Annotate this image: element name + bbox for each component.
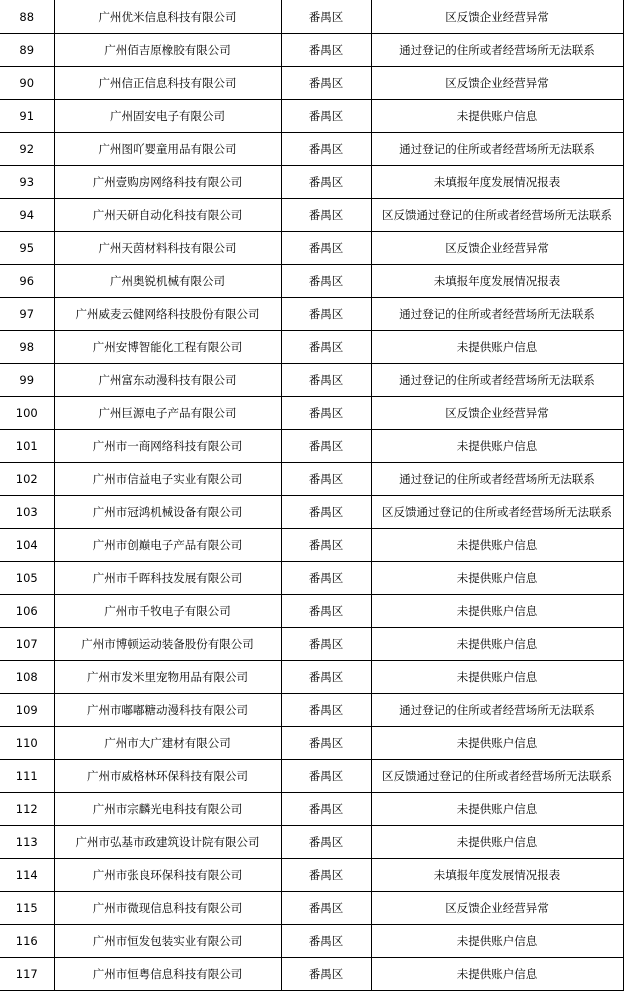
row-number-cell: 113	[0, 826, 54, 859]
reason-cell: 通过登记的住所或者经营场所无法联系	[371, 694, 623, 727]
row-number-cell: 102	[0, 463, 54, 496]
district-cell: 番禺区	[281, 265, 371, 298]
row-number-cell: 108	[0, 661, 54, 694]
company-name-cell: 广州市嘟嘟糖动漫科技有限公司	[54, 694, 281, 727]
row-number-cell: 88	[0, 0, 54, 34]
row-number-cell: 114	[0, 859, 54, 892]
row-number-cell: 116	[0, 925, 54, 958]
table-row	[0, 397, 623, 430]
row-number-cell: 96	[0, 265, 54, 298]
reason-cell: 未提供账户信息	[371, 628, 623, 661]
table-row	[0, 892, 623, 925]
row-number-cell: 105	[0, 562, 54, 595]
company-name-cell: 广州信正信息科技有限公司	[54, 67, 281, 100]
company-name-cell: 广州威麦云健网络科技股份有限公司	[54, 298, 281, 331]
district-cell: 番禺区	[281, 34, 371, 67]
company-name-cell: 广州市千牧电子有限公司	[54, 595, 281, 628]
reason-cell: 未提供账户信息	[371, 958, 623, 991]
district-cell: 番禺区	[281, 562, 371, 595]
reason-cell: 区反馈企业经营异常	[371, 397, 623, 430]
company-name-cell: 广州市发米里宠物用品有限公司	[54, 661, 281, 694]
row-number-cell: 89	[0, 34, 54, 67]
table-row	[0, 562, 623, 595]
table-row	[0, 793, 623, 826]
reason-cell: 未提供账户信息	[371, 826, 623, 859]
table-row	[0, 661, 623, 694]
table-row	[0, 331, 623, 364]
company-name-cell: 广州佰吉原橡胶有限公司	[54, 34, 281, 67]
district-cell: 番禺区	[281, 166, 371, 199]
table-row	[0, 199, 623, 232]
district-cell: 番禺区	[281, 67, 371, 100]
company-name-cell: 广州安博智能化工程有限公司	[54, 331, 281, 364]
district-cell: 番禺区	[281, 628, 371, 661]
reason-cell: 未填报年度发展情况报表	[371, 265, 623, 298]
reason-cell: 区反馈通过登记的住所或者经营场所无法联系	[371, 199, 623, 232]
company-name-cell: 广州天茵材料科技有限公司	[54, 232, 281, 265]
reason-cell: 未提供账户信息	[371, 331, 623, 364]
table-row	[0, 925, 623, 958]
district-cell: 番禺区	[281, 463, 371, 496]
reason-cell: 未提供账户信息	[371, 100, 623, 133]
district-cell: 番禺区	[281, 793, 371, 826]
district-cell: 番禺区	[281, 661, 371, 694]
district-cell: 番禺区	[281, 397, 371, 430]
row-number-cell: 103	[0, 496, 54, 529]
row-number-cell: 112	[0, 793, 54, 826]
row-number-cell: 104	[0, 529, 54, 562]
table-row	[0, 100, 623, 133]
row-number-cell: 92	[0, 133, 54, 166]
table-row	[0, 232, 623, 265]
reason-cell: 未提供账户信息	[371, 661, 623, 694]
reason-cell: 区反馈通过登记的住所或者经营场所无法联系	[371, 760, 623, 793]
company-name-cell: 广州市宗麟光电科技有限公司	[54, 793, 281, 826]
company-name-cell: 广州巨源电子产品有限公司	[54, 397, 281, 430]
row-number-cell: 100	[0, 397, 54, 430]
district-cell: 番禺区	[281, 232, 371, 265]
row-number-cell: 117	[0, 958, 54, 991]
row-number-cell: 115	[0, 892, 54, 925]
reason-cell: 通过登记的住所或者经营场所无法联系	[371, 133, 623, 166]
reason-cell: 通过登记的住所或者经营场所无法联系	[371, 298, 623, 331]
district-cell: 番禺区	[281, 529, 371, 562]
reason-cell: 通过登记的住所或者经营场所无法联系	[371, 364, 623, 397]
company-name-cell: 广州市威格林环保科技有限公司	[54, 760, 281, 793]
row-number-cell: 95	[0, 232, 54, 265]
row-number-cell: 106	[0, 595, 54, 628]
company-name-cell: 广州市微现信息科技有限公司	[54, 892, 281, 925]
reason-cell: 未提供账户信息	[371, 727, 623, 760]
district-cell: 番禺区	[281, 892, 371, 925]
table-row	[0, 463, 623, 496]
table-row	[0, 0, 623, 34]
district-cell: 番禺区	[281, 859, 371, 892]
row-number-cell: 98	[0, 331, 54, 364]
table-row	[0, 133, 623, 166]
table-row	[0, 760, 623, 793]
row-number-cell: 97	[0, 298, 54, 331]
district-cell: 番禺区	[281, 331, 371, 364]
row-number-cell: 101	[0, 430, 54, 463]
company-name-cell: 广州富东动漫科技有限公司	[54, 364, 281, 397]
table-row	[0, 364, 623, 397]
reason-cell: 未提供账户信息	[371, 793, 623, 826]
table-row	[0, 529, 623, 562]
row-number-cell: 109	[0, 694, 54, 727]
row-number-cell: 94	[0, 199, 54, 232]
district-cell: 番禺区	[281, 694, 371, 727]
table-row	[0, 430, 623, 463]
table-row	[0, 496, 623, 529]
district-cell: 番禺区	[281, 760, 371, 793]
table-row	[0, 694, 623, 727]
district-cell: 番禺区	[281, 100, 371, 133]
district-cell: 番禺区	[281, 298, 371, 331]
company-name-cell: 广州市千晖科技发展有限公司	[54, 562, 281, 595]
district-cell: 番禺区	[281, 133, 371, 166]
row-number-cell: 90	[0, 67, 54, 100]
district-cell: 番禺区	[281, 925, 371, 958]
company-name-cell: 广州市一商网络科技有限公司	[54, 430, 281, 463]
table-row	[0, 628, 623, 661]
reason-cell: 未提供账户信息	[371, 595, 623, 628]
reason-cell: 未填报年度发展情况报表	[371, 166, 623, 199]
company-name-cell: 广州优米信息科技有限公司	[54, 0, 281, 34]
company-name-cell: 广州市恒粤信息科技有限公司	[54, 958, 281, 991]
row-number-cell: 93	[0, 166, 54, 199]
district-cell: 番禺区	[281, 958, 371, 991]
district-cell: 番禺区	[281, 199, 371, 232]
row-number-cell: 99	[0, 364, 54, 397]
reason-cell: 未填报年度发展情况报表	[371, 859, 623, 892]
district-cell: 番禺区	[281, 364, 371, 397]
table-row	[0, 67, 623, 100]
reason-cell: 未提供账户信息	[371, 430, 623, 463]
district-cell: 番禺区	[281, 727, 371, 760]
table-row	[0, 298, 623, 331]
district-cell: 番禺区	[281, 826, 371, 859]
company-name-cell: 广州图吖婴童用品有限公司	[54, 133, 281, 166]
reason-cell: 未提供账户信息	[371, 562, 623, 595]
reason-cell: 区反馈企业经营异常	[371, 67, 623, 100]
table-row	[0, 595, 623, 628]
row-number-cell: 110	[0, 727, 54, 760]
reason-cell: 区反馈企业经营异常	[371, 892, 623, 925]
company-name-cell: 广州市弘基市政建筑设计院有限公司	[54, 826, 281, 859]
reason-cell: 通过登记的住所或者经营场所无法联系	[371, 34, 623, 67]
reason-cell: 区反馈通过登记的住所或者经营场所无法联系	[371, 496, 623, 529]
row-number-cell: 107	[0, 628, 54, 661]
reason-cell: 区反馈企业经营异常	[371, 232, 623, 265]
table-row	[0, 265, 623, 298]
company-name-cell: 广州壹购房网络科技有限公司	[54, 166, 281, 199]
table-row	[0, 727, 623, 760]
company-name-cell: 广州市大广建材有限公司	[54, 727, 281, 760]
table-row	[0, 34, 623, 67]
company-name-cell: 广州固安电子有限公司	[54, 100, 281, 133]
row-number-cell: 91	[0, 100, 54, 133]
table-row	[0, 826, 623, 859]
company-name-cell: 广州市创巅电子产品有限公司	[54, 529, 281, 562]
district-cell: 番禺区	[281, 430, 371, 463]
company-name-cell: 广州奥锐机械有限公司	[54, 265, 281, 298]
company-name-cell: 广州市冠鸿机械设备有限公司	[54, 496, 281, 529]
district-cell: 番禺区	[281, 496, 371, 529]
reason-cell: 区反馈企业经营异常	[371, 0, 623, 34]
reason-cell: 未提供账户信息	[371, 925, 623, 958]
company-name-cell: 广州天研自动化科技有限公司	[54, 199, 281, 232]
table-row	[0, 859, 623, 892]
table-row	[0, 166, 623, 199]
company-name-cell: 广州市恒发包装实业有限公司	[54, 925, 281, 958]
reason-cell: 未提供账户信息	[371, 529, 623, 562]
company-name-cell: 广州市张良环保科技有限公司	[54, 859, 281, 892]
company-name-cell: 广州市信益电子实业有限公司	[54, 463, 281, 496]
company-name-cell: 广州市博顿运动装备股份有限公司	[54, 628, 281, 661]
table-row	[0, 958, 623, 991]
row-number-cell: 111	[0, 760, 54, 793]
reason-cell: 通过登记的住所或者经营场所无法联系	[371, 463, 623, 496]
district-cell: 番禺区	[281, 0, 371, 34]
district-cell: 番禺区	[281, 595, 371, 628]
